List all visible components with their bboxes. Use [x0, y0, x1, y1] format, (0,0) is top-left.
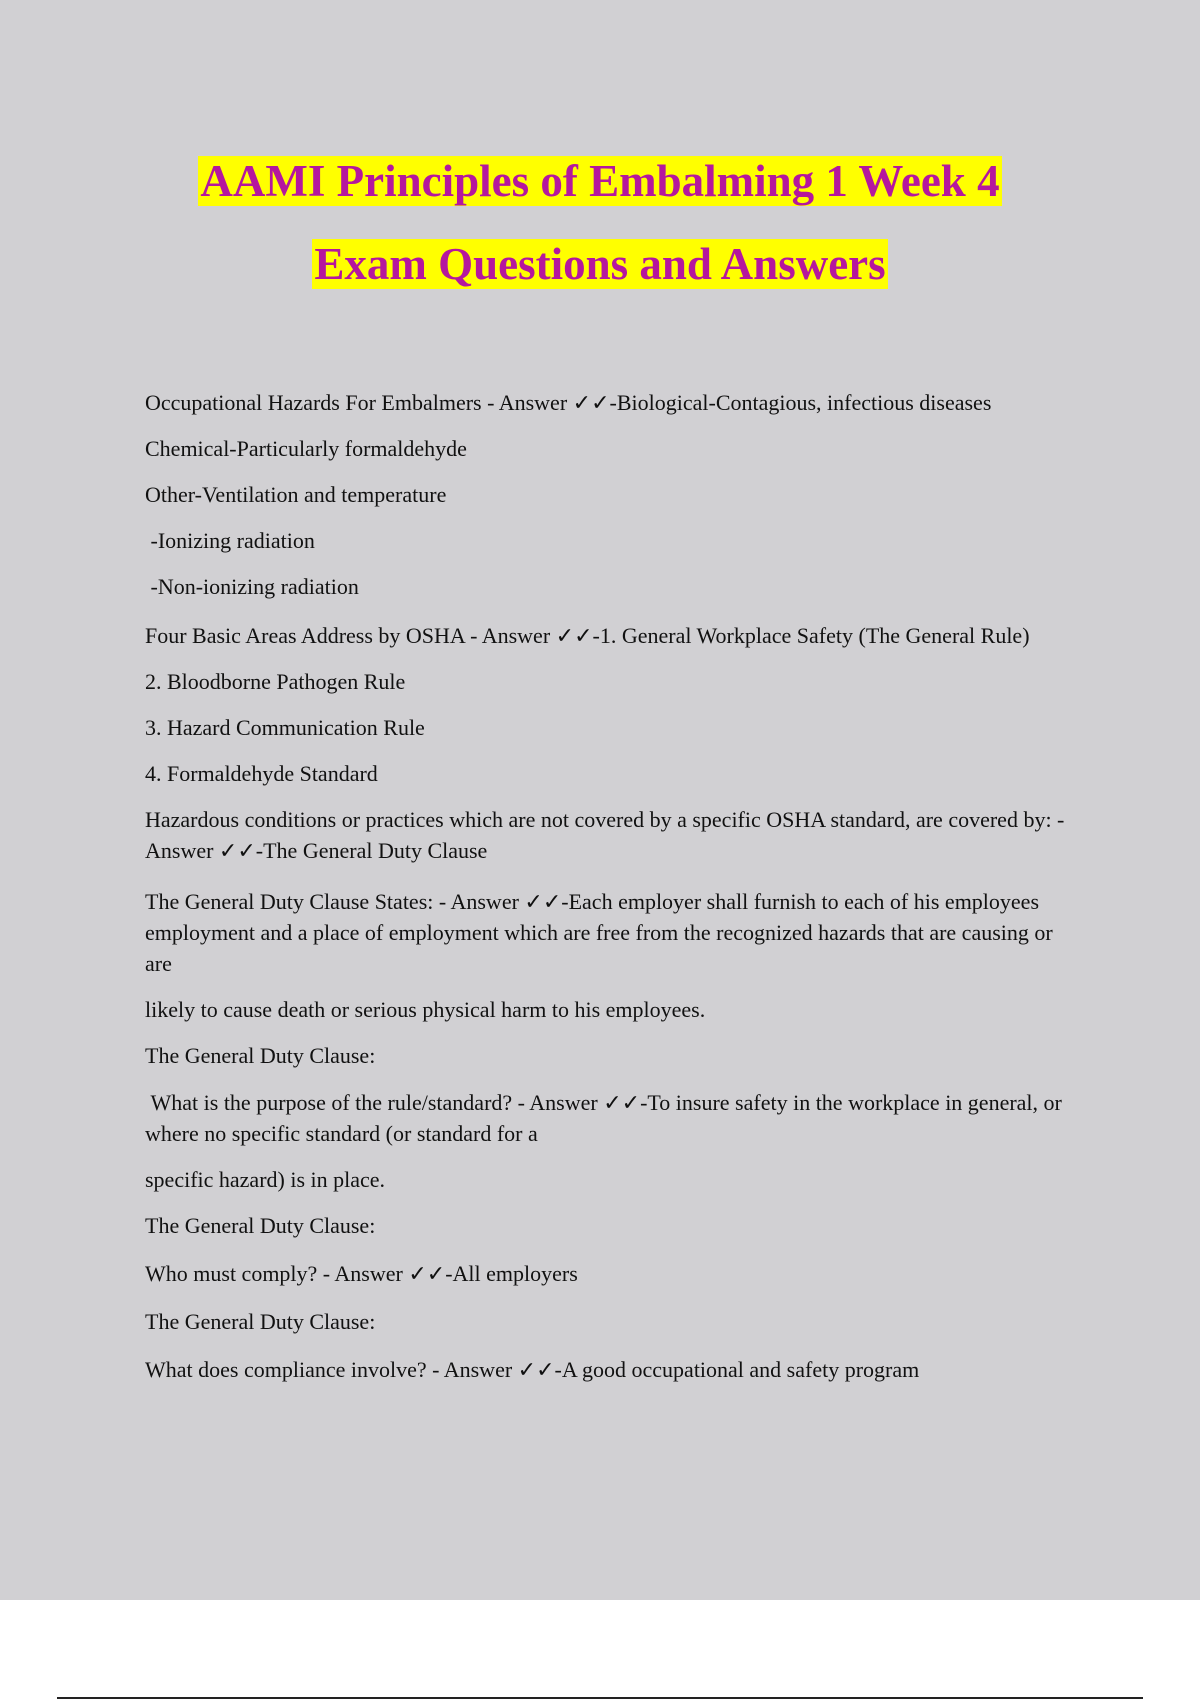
- body-line-13: The General Duty Clause:: [145, 1043, 376, 1068]
- body-line-10: Hazardous conditions or practices which are not covered by a specific OSHA standard, are covered by: - Answer ✓✓-The General Duty Clause: [145, 807, 1065, 863]
- body-line-12: likely to cause death or serious physical harm to his employees.: [145, 997, 706, 1022]
- title-line-1: AAMI Principles of Embalming 1 Week 4: [200, 156, 1000, 206]
- body-line-8: 3. Hazard Communication Rule: [145, 715, 425, 740]
- body-line-17: Who must comply? - Answer ✓✓-All employers: [145, 1261, 578, 1286]
- body-line-9: 4. Formaldehyde Standard: [145, 761, 378, 786]
- body-line-15: specific hazard) is in place.: [145, 1167, 386, 1192]
- body-line-1: Occupational Hazards For Embalmers - Answer ✓✓-Biological-Contagious, infectious diseases: [145, 390, 992, 415]
- body-line-18: The General Duty Clause:: [145, 1309, 376, 1334]
- body-line-2: Chemical-Particularly formaldehyde: [145, 436, 467, 461]
- body-line-11: The General Duty Clause States: - Answer ✓✓-Each employer shall furnish to each of his employees employment and a place of employment which are free from the recognized hazards that are causing or are: [145, 889, 1053, 976]
- body-line-4: -Ionizing radiation: [145, 528, 315, 553]
- body-line-7: 2. Bloodborne Pathogen Rule: [145, 669, 406, 694]
- document-title: [0, 140, 1200, 306]
- document-body: [145, 387, 1085, 1385]
- body-line-19: What does compliance involve? - Answer ✓✓-A good occupational and safety program: [145, 1357, 920, 1382]
- body-line-5: -Non-ionizing radiation: [145, 574, 359, 599]
- body-line-6: Four Basic Areas Address by OSHA - Answer ✓✓-1. General Workplace Safety (The General Rule): [145, 623, 1030, 648]
- body-line-3: Other-Ventilation and temperature: [145, 482, 447, 507]
- body-line-16: The General Duty Clause:: [145, 1213, 376, 1238]
- footer-rule: [57, 1697, 1143, 1699]
- title-line-2: Exam Questions and Answers: [314, 239, 886, 289]
- body-line-14: What is the purpose of the rule/standard? - Answer ✓✓-To insure safety in the workplace in general, or where no specific standard (or standard for a: [145, 1090, 1068, 1146]
